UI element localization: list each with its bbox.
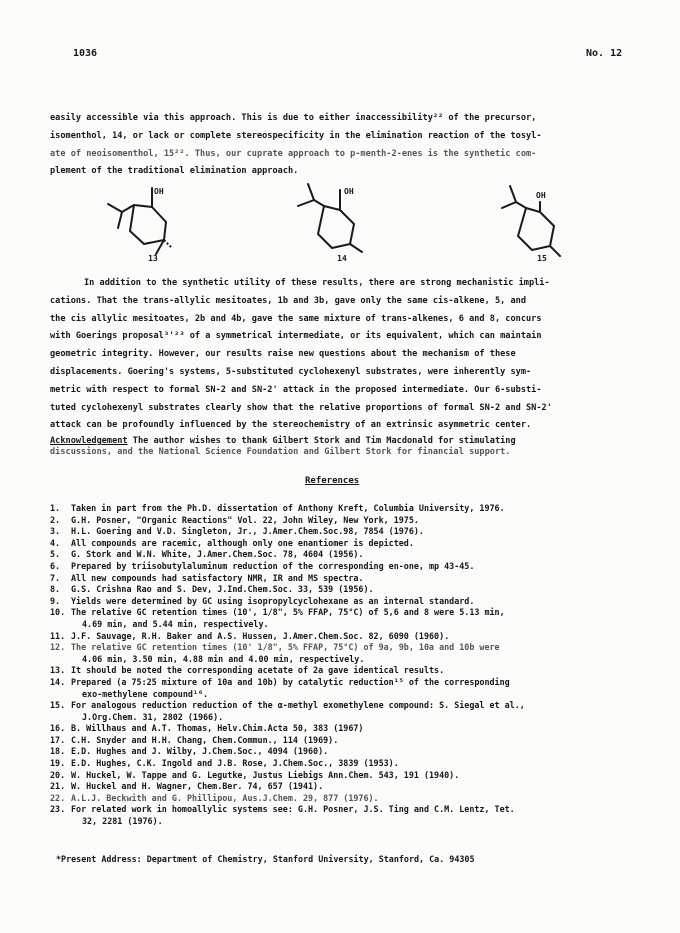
reference-item bbox=[50, 781, 650, 793]
structure-14-drawing bbox=[298, 184, 362, 252]
reference-number: 18. bbox=[50, 746, 66, 757]
text-line: attack can be profoundly influenced by the stereochemistry of an extrinsic asymmetric center. bbox=[50, 420, 532, 431]
reference-text: G. Stork and W.N. White, J.Amer.Chem.Soc. 78, 4604 (1956). bbox=[71, 549, 364, 560]
reference-item bbox=[50, 735, 650, 747]
hydroxyl-label: OH bbox=[154, 187, 164, 196]
reference-number: 19. bbox=[50, 758, 66, 769]
reference-text: W. Huckel and H. Wagner, Chem.Ber. 74, 657 (1941). bbox=[71, 781, 324, 792]
reference-number: 13. bbox=[50, 665, 66, 676]
reference-number: 5. bbox=[50, 549, 61, 560]
paragraph-intro bbox=[50, 110, 638, 181]
hydroxyl-label: OH bbox=[344, 187, 354, 196]
reference-text: J.F. Sauvage, R.H. Baker and A.S. Hussen, J.Amer.Chem.Soc. 82, 6090 (1960). bbox=[71, 630, 450, 641]
reference-text: G.S. Crishna Rao and S. Dev, J.Ind.Chem.Soc. 33, 539 (1956). bbox=[71, 584, 374, 595]
reference-number: 10. bbox=[50, 607, 66, 618]
reference-continuation: exo-methylene compound¹⁶. bbox=[82, 688, 209, 699]
reference-text: All compounds are racemic, although only one enantiomer is depicted. bbox=[71, 537, 414, 548]
text-line: cations. That the trans-allylic mesitoates, 1b and 3b, gave only the same cis-alkene, 5, and bbox=[50, 295, 526, 306]
reference-number: 23. bbox=[50, 804, 66, 815]
text-line: easily accessible via this approach. This is due to either inaccessibility²² of the precursor, bbox=[50, 113, 537, 123]
page-number: 1036 bbox=[73, 48, 98, 59]
structure-15-drawing bbox=[502, 186, 560, 256]
references-heading: References bbox=[305, 476, 360, 486]
reference-item bbox=[50, 526, 650, 538]
reference-item bbox=[50, 596, 650, 608]
reference-text: G.H. Posner, "Organic Reactions" Vol. 22, John Wiley, New York, 1975. bbox=[71, 514, 419, 525]
reference-number: 21. bbox=[50, 781, 66, 792]
reference-item bbox=[50, 770, 650, 782]
reference-text: All new compounds had satisfactory NMR, IR and MS spectra. bbox=[71, 572, 364, 583]
structure-label-13: 13 bbox=[148, 254, 158, 263]
text-line: with Goerings proposal³'²³ of a symmetrical intermediate, or its equivalent, which can maintain bbox=[50, 331, 542, 342]
text-line: isomenthol, 14, or lack or complete stereospecificity in the elimination reaction of the tosyl- bbox=[50, 130, 542, 141]
reference-item bbox=[50, 700, 650, 712]
text-line: geometric integrity. However, our results raise new questions about the mechanism of these bbox=[50, 349, 516, 360]
reference-item bbox=[50, 804, 650, 816]
reference-item bbox=[50, 793, 650, 805]
reference-number: 20. bbox=[50, 769, 66, 780]
reference-text: It should be noted the corresponding acetate of 2a gave identical results. bbox=[71, 665, 445, 676]
text-line: displacements. Goering's systems, 5-substituted cyclohexenyl substrates, were inherently sym- bbox=[50, 366, 532, 377]
acknowledgement-text: discussions, and the National Science Foundation and Gilbert Stork for financial support. bbox=[50, 447, 511, 457]
text-line: metric with respect to formal SN-2 and SN-2' attack in the proposed intermediate. Our 6-substi- bbox=[50, 384, 542, 395]
reference-item bbox=[50, 677, 650, 689]
structure-label-15: 15 bbox=[537, 254, 547, 263]
reference-number: 8. bbox=[50, 584, 61, 595]
reference-item bbox=[50, 584, 650, 596]
references-list bbox=[50, 503, 650, 828]
acknowledgement bbox=[50, 436, 640, 458]
reference-text: E.D. Hughes, C.K. Ingold and J.B. Rose, J.Chem.Soc., 3839 (1953). bbox=[71, 758, 399, 769]
reference-text: The relative GC retention times (10' 1/8", 5% FFAP, 75°C) of 9a, 9b, 10a and 10b were bbox=[71, 642, 500, 653]
reference-text: W. Huckel, W. Tappe and G. Legutke, Justus Liebigs Ann.Chem. 543, 191 (1940). bbox=[71, 769, 460, 780]
reference-number: 22. bbox=[50, 792, 66, 803]
reference-number: 16. bbox=[50, 723, 66, 734]
reference-item bbox=[50, 642, 650, 654]
text-line: the cis allylic mesitoates, 2b and 4b, gave the same mixture of trans-alkenes, 6 and 8, concurs bbox=[50, 313, 542, 324]
structure-label-14: 14 bbox=[337, 254, 347, 263]
reference-number: 2. bbox=[50, 514, 61, 525]
reference-continuation: 4.06 min, 3.50 min, 4.88 min and 4.00 min, respectively. bbox=[82, 653, 365, 664]
reference-item bbox=[50, 631, 650, 643]
reference-number: 15. bbox=[50, 700, 66, 711]
acknowledgement-heading: Acknowledgement bbox=[50, 436, 128, 446]
reference-item bbox=[50, 515, 650, 527]
reference-number: 7. bbox=[50, 572, 61, 583]
reference-item bbox=[50, 503, 650, 515]
reference-number: 1. bbox=[50, 503, 61, 513]
text-line: In addition to the synthetic utility of these results, there are strong mechanistic impli- bbox=[84, 278, 550, 288]
reference-text: For analogous reduction reduction of the α-methyl exomethylene compound: S. Siegal et al., bbox=[71, 700, 525, 711]
reference-text: The relative GC retention times (10', 1/8", 5% FFAP, 75°C) of 5,6 and 8 were 5.13 min, bbox=[71, 607, 505, 618]
reference-continuation: 32, 2281 (1976). bbox=[82, 816, 163, 827]
reference-item bbox=[50, 746, 650, 758]
reference-number: 3. bbox=[50, 526, 61, 537]
reference-number: 12. bbox=[50, 642, 66, 653]
reference-item bbox=[50, 561, 650, 573]
reference-item bbox=[50, 607, 650, 619]
reference-item bbox=[50, 538, 650, 550]
reference-number: 14. bbox=[50, 676, 66, 687]
reference-item bbox=[50, 665, 650, 677]
text-line: tuted cyclohexenyl substrates clearly show that the relative proportions of formal SN-2 and SN-2' bbox=[50, 402, 552, 413]
reference-text: B. Willhaus and A.T. Thomas, Helv.Chim.Acta 50, 383 (1967) bbox=[71, 723, 364, 734]
reference-continuation: 4.69 min, and 5.44 min, respectively. bbox=[82, 618, 269, 629]
reference-number: 6. bbox=[50, 560, 61, 571]
reference-continuation: J.Org.Chem. 31, 2802 (1966). bbox=[82, 711, 224, 722]
reference-item bbox=[50, 758, 650, 770]
reference-text: C.H. Snyder and H.H. Chang, Chem.Commun., 114 (1969). bbox=[71, 734, 339, 745]
reference-text: Prepared by triisobutylaluminum reduction of the corresponding en-one, mp 43-45. bbox=[71, 560, 475, 571]
text-line: plement of the traditional elimination approach. bbox=[50, 166, 299, 177]
reference-number: 17. bbox=[50, 734, 66, 745]
reference-number: 4. bbox=[50, 537, 61, 548]
reference-item bbox=[50, 549, 650, 561]
hydroxyl-label: OH bbox=[536, 191, 546, 200]
text-line: ate of neoisomenthol, 15²². Thus, our cuprate approach to p-menth-2-enes is the synthetic com- bbox=[50, 148, 537, 159]
reference-text: A.L.J. Beckwith and G. Phillipou, Aus.J.Chem. 29, 877 (1976). bbox=[71, 792, 379, 803]
reference-item bbox=[50, 723, 650, 735]
reference-text: H.L. Goering and V.D. Singleton, Jr., J.Amer.Chem.Soc.98, 7854 (1976). bbox=[71, 526, 424, 537]
reference-text: E.D. Hughes and J. Wilby, J.Chem.Soc., 4094 (1960). bbox=[71, 746, 329, 757]
issue-number: No. 12 bbox=[586, 48, 623, 59]
structure-13-drawing bbox=[108, 187, 172, 254]
paragraph-mechanistic bbox=[50, 275, 638, 435]
reference-item bbox=[50, 573, 650, 585]
reference-text: For related work in homoallylic systems see: G.H. Posner, J.S. Ting and C.M. Lentz, Tet. bbox=[71, 804, 515, 815]
reference-text: Prepared (a 75:25 mixture of 10a and 10b) by catalytic reduction¹⁵ of the corresponding bbox=[71, 676, 510, 687]
reference-text: Taken in part from the Ph.D. dissertation of Anthony Kreft, Columbia University, 1976. bbox=[71, 503, 505, 513]
acknowledgement-text: The author wishes to thank Gilbert Stork and Tim Macdonald for stimulating bbox=[127, 436, 516, 446]
reference-number: 11. bbox=[50, 630, 66, 641]
reference-text: Yields were determined by GC using isopropylcyclohexane as an internal standard. bbox=[71, 595, 475, 606]
present-address-footnote: *Present Address: Department of Chemistry, Stanford University, Stanford, Ca. 94305 bbox=[56, 854, 475, 864]
reference-number: 9. bbox=[50, 595, 61, 606]
